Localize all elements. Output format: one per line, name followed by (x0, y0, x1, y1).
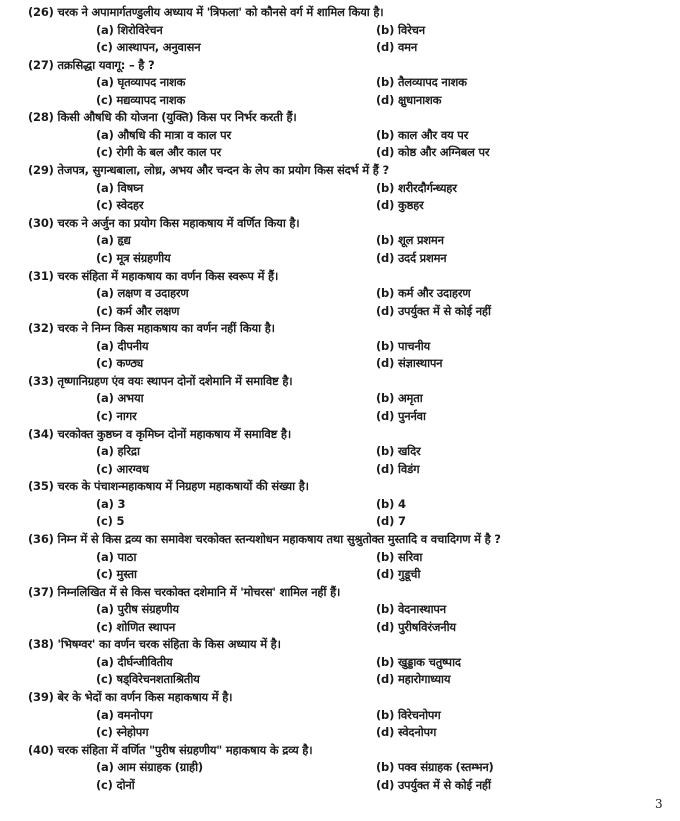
option-b: (b) पक्व संग्राहक (स्तम्भन) (376, 760, 494, 775)
option-b: (b) काल और वय पर (376, 127, 469, 142)
option-d: (d) उदर्द प्रशमन (376, 250, 447, 265)
question-text: (36) निम्न में से किस द्रव्य का समावेश चरकोक्त स्तन्यशोधन महाकषाय तथा सुश्रुतोक्त मुस्तादि व वचादिगण में है ? (28, 532, 501, 546)
option-b: (b) खुड्डाक चतुष्पाद (376, 654, 461, 669)
option-b: (b) पाचनीय (376, 338, 430, 353)
question-text: (32) चरक ने निम्न किस महाकषाय का वर्णन नहीं किया है। (28, 321, 275, 336)
question-text: (26) चरक ने अपामार्गतण्डुलीय अध्याय में 'त्रिफला' को कौनसे वर्ग में शामिल किया है। (28, 5, 384, 19)
option-b: (b) विरेचन (376, 22, 425, 37)
option-b: (b) खदिर (376, 444, 421, 459)
question-text: (28) किसी औषधि की योजना (युक्ति) किस पर निर्भर करती हैं। (28, 110, 297, 125)
option-c: (c) आस्थापन, अनुवासन (96, 40, 201, 54)
option-d: (d) विडंग (376, 461, 420, 476)
option-d: (d) गुडूची (376, 567, 421, 581)
option-c: (c) मद्यव्यापद नाशक (96, 92, 186, 107)
option-d: (d) 7 (376, 514, 406, 529)
option-c: (c) नागर (96, 408, 137, 423)
question-text: (38) 'भिषग्वर' का वर्णन चरक संहिता के किस अध्याय में है। (28, 637, 281, 652)
option-b: (b) विरेचनोपग (376, 707, 441, 722)
question-text: (29) तेजपत्र, सुगन्धबाला, लोध्र, अभय और चन्दन के लेप का प्रयोग किस संदर्भ में हैं ? (28, 163, 389, 178)
option-c: (c) 5 (96, 514, 125, 529)
option-d: (d) क्षुधानाशक (376, 92, 442, 107)
option-b: (b) शरीरदौर्गन्ध्यहर (376, 180, 457, 195)
option-a: (a) दीपनीय (96, 338, 149, 353)
question-text: (34) चरकोक्त कुष्ठघ्न व कृमिघ्न दोनों महाकषाय में समाविष्ट है। (28, 426, 292, 441)
option-a: (a) घृतव्यापद नाशक (96, 75, 186, 90)
option-a: (a) हरिद्रा (96, 444, 140, 459)
question-text: (40) चरक संहिता में वर्णित "पुरीष संग्रहणीय" महाकषाय के द्रव्य है। (28, 742, 313, 757)
option-d: (d) उपर्युक्त में से कोई नहीं (376, 303, 491, 318)
option-c: (c) कर्म और लक्षण (96, 303, 180, 318)
option-a: (a) औषधि की मात्रा व काल पर (96, 127, 231, 142)
option-c: (c) दोनों (96, 777, 135, 792)
question-text: (27) तक्रसिद्धा यवागू: – है ? (28, 57, 155, 72)
option-d: (d) संज्ञास्थापन (376, 356, 443, 371)
option-b: (b) कर्म और उदाहरण (376, 286, 471, 300)
option-d: (d) स्वेदनोपग (376, 725, 437, 740)
option-d: (d) कोष्ठ और अग्निबल पर (376, 145, 490, 160)
option-a: (a) 3 (96, 496, 126, 511)
question-text: (31) चरक संहिता में महाकषाय का वर्णन किस स्वरूप में हैं। (28, 268, 279, 283)
option-a: (a) हृद्य (96, 233, 131, 248)
option-a: (a) लक्षण व उदाहरण (96, 286, 189, 300)
option-d: (d) महारोगाध्याय (376, 672, 451, 687)
option-c: (c) रोगी के बल और काल पर (96, 145, 221, 160)
option-c: (c) षड्विरेचनशताश्रितीय (96, 672, 200, 687)
option-a: (a) विषघ्न (96, 180, 144, 195)
option-d: (d) पुनर्नवा (376, 408, 426, 423)
option-a: (a) पुरीष संग्रहणीय (96, 602, 179, 617)
question-text: (35) चरक के पंचाशन्महाकषाय में निग्रहण महाकषायों की संख्या है। (28, 479, 309, 494)
page-number: 3 (655, 797, 663, 811)
option-c: (c) स्नेहोपग (96, 725, 149, 740)
option-a: (a) आम संग्राहक (ग्राही) (96, 760, 203, 775)
option-c: (c) आरग्वध (96, 461, 149, 476)
option-c: (c) स्वेदहर (96, 198, 144, 213)
option-b: (b) अमृता (376, 391, 423, 406)
question-text: (33) तृष्णानिग्रहण एंव वयः स्थापन दोनों दशेमानि में समाविष्ट है। (28, 373, 293, 388)
option-a: (a) वमनोपग (96, 707, 153, 722)
option-a: (a) दीर्घन्जीवितीय (96, 654, 173, 669)
option-b: (b) शूल प्रशमन (376, 233, 444, 248)
option-c: (c) मूत्र संग्रहणीय (96, 250, 171, 265)
option-c: (c) कण्ठ्य (96, 356, 144, 371)
option-d: (d) कुष्ठहर (376, 198, 424, 213)
option-a: (a) पाठा (96, 549, 137, 564)
option-d: (d) उपर्युक्त में से कोई नहीं (376, 777, 491, 792)
question-text: (30) चरक ने अर्जुन का प्रयोग किस महाकषाय में वर्णित किया है। (28, 215, 300, 230)
option-c: (c) शोणित स्थापन (96, 619, 176, 634)
option-a: (a) अभया (96, 391, 144, 406)
option-c: (c) मुस्ता (96, 567, 137, 581)
option-a: (a) शिरोविरेचन (96, 22, 163, 37)
option-b: (b) सरिवा (376, 549, 423, 564)
option-d: (d) पुरीषविरंजनीय (376, 619, 456, 634)
option-b: (b) वेदनास्थापन (376, 602, 446, 617)
option-b: (b) 4 (376, 496, 406, 511)
question-text: (37) निम्नलिखित में से किस चरकोक्त दशेमानि में 'मोचरस' शामिल नहीं हैं। (28, 584, 341, 599)
option-d: (d) वमन (376, 40, 418, 54)
option-b: (b) तैलव्यापद नाशक (376, 75, 467, 90)
question-text: (39) बेर के भेदों का वर्णन किस महाकषाय में है। (28, 690, 233, 705)
